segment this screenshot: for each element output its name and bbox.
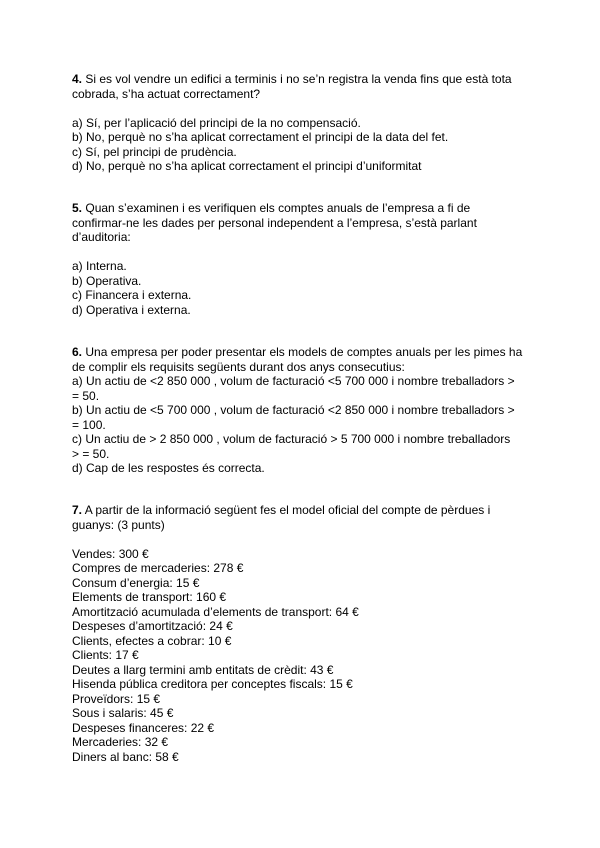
account-item-sous-salaris: Sous i salaris: 45 € xyxy=(72,706,174,720)
question-7 xyxy=(72,503,490,764)
question-6-option-b: b) Un actiu de <5 700 000 , volum de facturació <2 850 000 i nombre treballadors > xyxy=(72,403,515,417)
question-6 xyxy=(72,345,522,476)
question-7-stem-line-1: 7. A partir de la informació següent fes el model oficial del compte de pèrdues i xyxy=(72,503,491,517)
account-item-diners-banc: Diners al banc: 58 € xyxy=(72,749,179,764)
question-6-option-a-cont: = 50. xyxy=(72,388,100,403)
question-6-stem-line-2: de complir els requisits següents durant dos anys consecutius: xyxy=(72,359,405,374)
question-5-option-a: a) Interna. xyxy=(72,259,127,273)
account-item-compres-mercaderies: Compres de mercaderies: 278 € xyxy=(72,561,244,575)
question-4-stem-line-2: cobrada, s’ha actuat correctament? xyxy=(72,86,261,101)
question-7-number: 7. xyxy=(72,503,83,517)
question-5-option-b: b) Operativa. xyxy=(72,273,142,288)
question-5-stem-line-2: confirmar-ne les dades per personal independent a l’empresa, s’està parlant xyxy=(72,215,477,230)
question-5-number: 5. xyxy=(72,201,83,215)
account-item-vendes: Vendes: 300 € xyxy=(72,546,149,561)
account-item-elements-transport: Elements de transport: 160 € xyxy=(72,590,227,604)
question-4 xyxy=(72,72,512,174)
question-6-option-c: c) Un actiu de > 2 850 000 , volum de facturació > 5 700 000 i nombre treballadors xyxy=(72,432,511,446)
account-item-amortitzacio-acumulada: Amortització acumulada d’elements de transport: 64 € xyxy=(72,604,359,619)
account-item-despeses-financeres: Despeses financeres: 22 € xyxy=(72,720,215,735)
question-5-option-c: c) Financera i externa. xyxy=(72,288,192,302)
question-5 xyxy=(72,201,477,317)
question-6-option-a: a) Un actiu de <2 850 000 , volum de facturació <5 700 000 i nombre treballadors > xyxy=(72,374,515,388)
account-item-hisenda-publica: Hisenda pública creditora per conceptes fiscals: 15 € xyxy=(72,677,353,691)
question-6-option-b-cont: = 100. xyxy=(72,417,106,432)
account-item-clients: Clients: 17 € xyxy=(72,648,139,662)
question-6-option-d: d) Cap de les respostes és correcta. xyxy=(72,461,265,475)
account-item-consum-energia: Consum d’energia: 15 € xyxy=(72,575,200,590)
account-item-deutes-llarg-termini: Deutes a llarg termini amb entitats de crèdit: 43 € xyxy=(72,662,334,677)
question-6-option-c-cont: > = 50. xyxy=(72,446,110,461)
question-7-stem-line-2: guanys: (3 punts) xyxy=(72,517,165,532)
question-4-number: 4. xyxy=(72,72,83,86)
question-4-stem-line-1: 4. Si es vol vendre un edifici a terminis i no se’n registra la venda fins que està tota xyxy=(72,72,512,86)
question-5-stem-line-1: 5. Quan s’examinen i es verifiquen els comptes anuals de l’empresa a fi de xyxy=(72,201,471,215)
question-6-stem-line-1: 6. Una empresa per poder presentar els models de comptes anuals per les pimes ha xyxy=(72,345,523,359)
question-4-option-d: d) No, perquè no s’ha aplicat correctament el principi d’uniformitat xyxy=(72,159,422,173)
account-item-mercaderies: Mercaderies: 32 € xyxy=(72,735,169,749)
question-5-option-d: d) Operativa i externa. xyxy=(72,302,191,317)
question-4-option-b: b) No, perquè no s’ha aplicat correctament el principi de la data del fet. xyxy=(72,130,449,144)
account-item-clients-efectes: Clients, efectes a cobrar: 10 € xyxy=(72,633,232,648)
question-4-option-c: c) Sí, pel principi de prudència. xyxy=(72,144,237,159)
account-item-proveidors: Proveïdors: 15 € xyxy=(72,691,161,706)
account-item-despeses-amortitzacio: Despeses d’amortització: 24 € xyxy=(72,619,233,633)
question-4-option-a: a) Sí, per l’aplicació del principi de la no compensació. xyxy=(72,115,361,130)
question-5-stem-line-3: d’auditoria: xyxy=(72,230,131,244)
question-6-number: 6. xyxy=(72,345,83,359)
